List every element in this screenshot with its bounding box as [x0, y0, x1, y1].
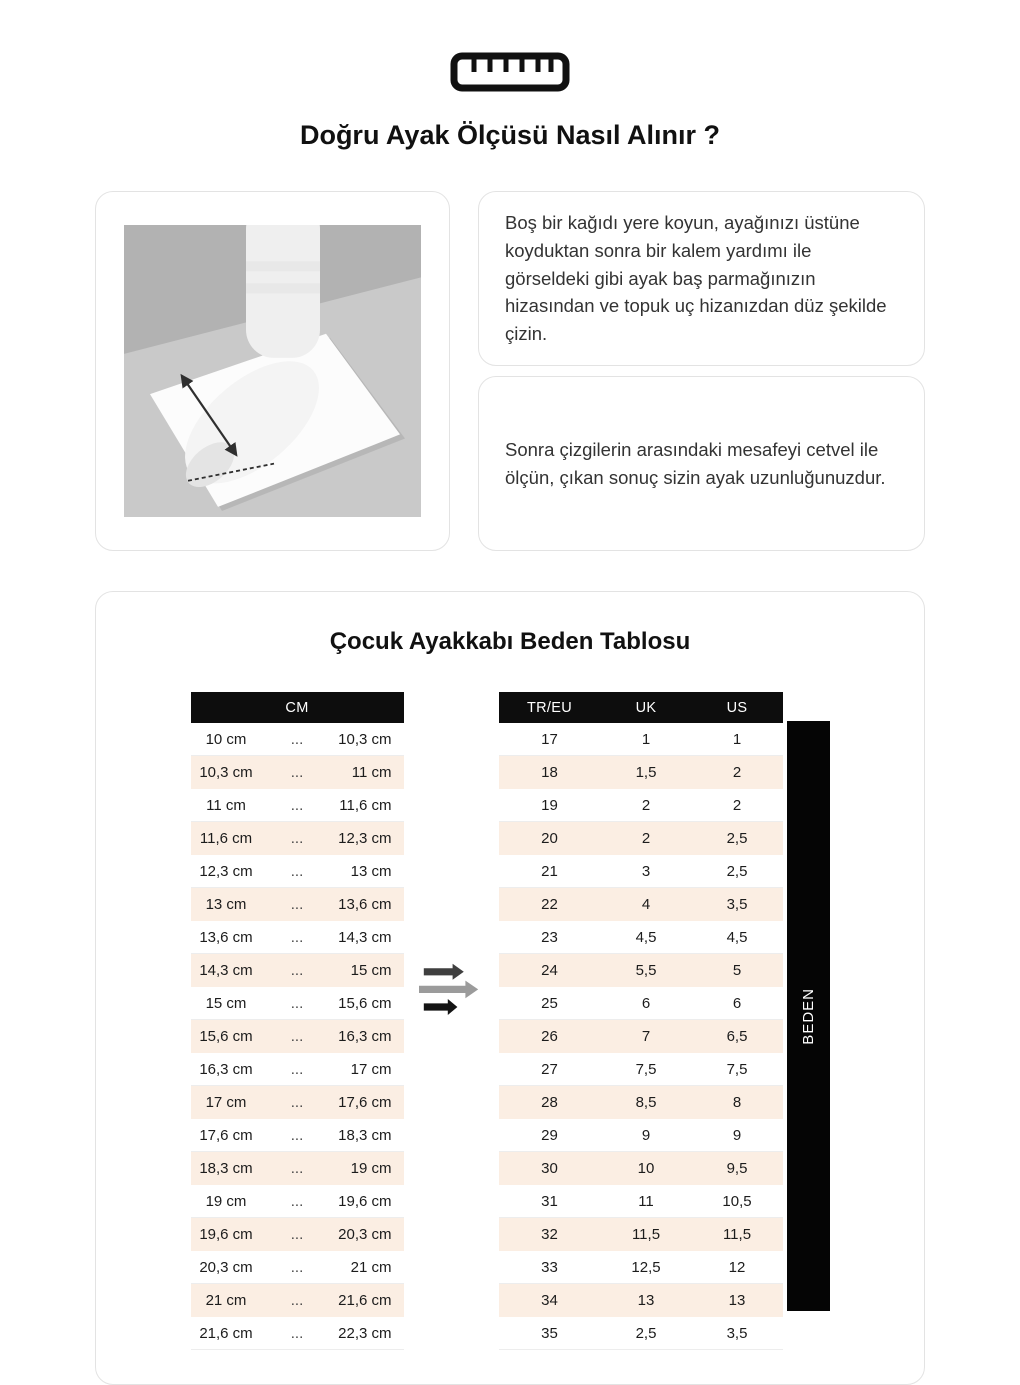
table-cell: ... [262, 1053, 333, 1086]
size-table-header-uk: UK [601, 692, 692, 723]
table-row [191, 1251, 404, 1284]
table-cell: 18,3 cm [333, 1119, 404, 1152]
table-cell: 19,6 cm [191, 1218, 262, 1251]
table-row [499, 954, 783, 987]
table-cell: ... [262, 822, 333, 855]
table-row [499, 1185, 783, 1218]
table-cell: 21,6 cm [333, 1284, 404, 1317]
table-row [191, 1185, 404, 1218]
table-row [191, 789, 404, 822]
table-cell: 12,5 [601, 1251, 692, 1284]
table-cell: 4 [601, 888, 692, 921]
table-cell: 17,6 cm [191, 1119, 262, 1152]
instruction-text-1: Boş bir kağıdı yere koyun, ayağınızı üstüne koyduktan sonra bir kalem yardımı ile görseldeki gibi ayak baş parmağınızın hizasından ve topuk uç hizanızdan düz şekilde çizin. [505, 212, 887, 345]
table-cell: 21 cm [333, 1251, 404, 1284]
table-cell: 2,5 [692, 822, 783, 855]
table-cell: 11 [601, 1185, 692, 1218]
table-row [499, 1284, 783, 1317]
table-cell: 15,6 cm [333, 987, 404, 1020]
table-cell: ... [262, 1020, 333, 1053]
cm-table [191, 692, 404, 1350]
table-row [191, 954, 404, 987]
table-cell: 4,5 [601, 921, 692, 954]
table-cell: 1 [692, 723, 783, 756]
table-cell: 15,6 cm [191, 1020, 262, 1053]
table-row [191, 921, 404, 954]
table-cell: 11,6 cm [333, 789, 404, 822]
table-cell: 13 [692, 1284, 783, 1317]
table-cell: 17,6 cm [333, 1086, 404, 1119]
table-cell: 31 [499, 1185, 601, 1218]
size-table-header-row [499, 692, 783, 723]
cm-table-header-row [191, 692, 404, 723]
table-cell: 10,5 [692, 1185, 783, 1218]
instruction-box-2 [478, 376, 925, 551]
instruction-text-2: Sonra çizgilerin arasındaki mesafeyi cetvel ile ölçün, çıkan sonuç sizin ayak uzunluğunuzdur. [505, 438, 886, 488]
table-cell: 17 cm [191, 1086, 262, 1119]
table-cell: 21,6 cm [191, 1317, 262, 1350]
table-cell: 11,5 [692, 1218, 783, 1251]
table-cell: 11 cm [191, 789, 262, 822]
table-cell: 10,3 cm [333, 723, 404, 756]
table-cell: 3,5 [692, 888, 783, 921]
table-cell: 13 [601, 1284, 692, 1317]
table-row [499, 888, 783, 921]
table-cell: 26 [499, 1020, 601, 1053]
table-cell: ... [262, 1218, 333, 1251]
foot-on-paper-illustration [124, 225, 421, 517]
table-cell: 5,5 [601, 954, 692, 987]
table-cell: 9,5 [692, 1152, 783, 1185]
table-cell: 7,5 [692, 1053, 783, 1086]
foot-measurement-photo [124, 225, 421, 517]
ruler-icon [450, 50, 570, 94]
table-cell: 19 cm [333, 1152, 404, 1185]
table-cell: 9 [601, 1119, 692, 1152]
table-cell: 10 [601, 1152, 692, 1185]
table-cell: ... [262, 1185, 333, 1218]
table-cell: 6,5 [692, 1020, 783, 1053]
header-icon-area [0, 0, 1020, 94]
table-cell: 13,6 cm [333, 888, 404, 921]
table-cell: ... [262, 1119, 333, 1152]
cm-table-header: CM [191, 692, 404, 723]
table-cell: 20,3 cm [191, 1251, 262, 1284]
table-cell: 13,6 cm [191, 921, 262, 954]
table-cell: 19,6 cm [333, 1185, 404, 1218]
page-title: Doğru Ayak Ölçüsü Nasıl Alınır ? [299, 120, 721, 150]
table-cell: 12 [692, 1251, 783, 1284]
photo-card [95, 191, 450, 551]
table-row [499, 987, 783, 1020]
table-cell: 2 [601, 789, 692, 822]
table-row [499, 921, 783, 954]
table-cell: 27 [499, 1053, 601, 1086]
table-cell: ... [262, 1317, 333, 1350]
size-table-header-tr-eu: TR/EU [499, 692, 601, 723]
table-cell: ... [262, 1284, 333, 1317]
beden-label: BEDEN [799, 987, 817, 1045]
table-cell: 32 [499, 1218, 601, 1251]
table-cell: 30 [499, 1152, 601, 1185]
table-row [499, 1053, 783, 1086]
table-cell: 2,5 [601, 1317, 692, 1350]
table-cell: 15 cm [191, 987, 262, 1020]
table-row [499, 822, 783, 855]
size-table-body [499, 723, 783, 1350]
table-cell: 29 [499, 1119, 601, 1152]
table-cell: ... [262, 756, 333, 789]
table-row [191, 1218, 404, 1251]
table-cell: 12,3 cm [333, 822, 404, 855]
table-row [499, 855, 783, 888]
table-row [191, 1053, 404, 1086]
table-cell: ... [262, 723, 333, 756]
table-cell: 8,5 [601, 1086, 692, 1119]
table-cell: 14,3 cm [191, 954, 262, 987]
table-row [191, 723, 404, 756]
table-row [191, 1317, 404, 1350]
table-row [191, 1086, 404, 1119]
table-cell: 10,3 cm [191, 756, 262, 789]
table-cell: ... [262, 1086, 333, 1119]
table-cell: 6 [692, 987, 783, 1020]
table-cell: 9 [692, 1119, 783, 1152]
table-cell: ... [262, 789, 333, 822]
table-cell: 25 [499, 987, 601, 1020]
table-cell: 35 [499, 1317, 601, 1350]
table-cell: 5 [692, 954, 783, 987]
table-cell: 6 [601, 987, 692, 1020]
table-cell: 34 [499, 1284, 601, 1317]
table-row [499, 723, 783, 756]
table-cell: 17 cm [333, 1053, 404, 1086]
table-cell: 11 cm [333, 756, 404, 789]
size-chart-body [96, 692, 924, 1350]
how-to-measure-section [95, 191, 925, 551]
table-cell: ... [262, 954, 333, 987]
table-row [191, 855, 404, 888]
size-chart-card [95, 591, 925, 1385]
table-cell: 18,3 cm [191, 1152, 262, 1185]
table-cell: 33 [499, 1251, 601, 1284]
table-cell: 12,3 cm [191, 855, 262, 888]
table-row [499, 756, 783, 789]
size-chart-title: Çocuk Ayakkabı Beden Tablosu [329, 628, 691, 655]
table-cell: 2 [692, 756, 783, 789]
table-cell: ... [262, 888, 333, 921]
table-cell: 22,3 cm [333, 1317, 404, 1350]
instruction-box-1 [478, 191, 925, 366]
table-row [499, 1317, 783, 1350]
table-cell: ... [262, 921, 333, 954]
table-cell: 11,6 cm [191, 822, 262, 855]
table-cell: 1,5 [601, 756, 692, 789]
table-cell: 18 [499, 756, 601, 789]
table-row [191, 756, 404, 789]
table-cell: 2 [601, 822, 692, 855]
table-cell: 2 [692, 789, 783, 822]
table-cell: 7 [601, 1020, 692, 1053]
table-row [499, 1020, 783, 1053]
table-row [499, 1152, 783, 1185]
table-row [499, 1119, 783, 1152]
table-cell: 3,5 [692, 1317, 783, 1350]
conversion-arrows-icon [404, 962, 499, 1020]
table-cell: 19 cm [191, 1185, 262, 1218]
table-cell: ... [262, 1152, 333, 1185]
table-row [191, 1284, 404, 1317]
table-cell: 7,5 [601, 1053, 692, 1086]
table-cell: ... [262, 1251, 333, 1284]
table-row [499, 1086, 783, 1119]
table-row [499, 1218, 783, 1251]
table-cell: 3 [601, 855, 692, 888]
table-cell: 13 cm [191, 888, 262, 921]
table-cell: 21 cm [191, 1284, 262, 1317]
table-row [191, 987, 404, 1020]
table-cell: 20 [499, 822, 601, 855]
table-cell: 20,3 cm [333, 1218, 404, 1251]
size-table-header-us: US [692, 692, 783, 723]
cm-table-body [191, 723, 404, 1350]
table-row [191, 822, 404, 855]
table-cell: 22 [499, 888, 601, 921]
table-row [191, 1020, 404, 1053]
table-cell: ... [262, 855, 333, 888]
table-cell: 24 [499, 954, 601, 987]
table-cell: 16,3 cm [333, 1020, 404, 1053]
table-cell: ... [262, 987, 333, 1020]
table-row [191, 888, 404, 921]
beden-sidebar [787, 721, 830, 1311]
table-cell: 14,3 cm [333, 921, 404, 954]
table-row [191, 1152, 404, 1185]
table-row [499, 789, 783, 822]
table-row [499, 1251, 783, 1284]
table-row [191, 1119, 404, 1152]
table-cell: 15 cm [333, 954, 404, 987]
table-cell: 4,5 [692, 921, 783, 954]
table-cell: 23 [499, 921, 601, 954]
table-cell: 19 [499, 789, 601, 822]
table-cell: 28 [499, 1086, 601, 1119]
table-cell: 2,5 [692, 855, 783, 888]
table-cell: 1 [601, 723, 692, 756]
table-cell: 13 cm [333, 855, 404, 888]
instructions-column [478, 191, 925, 551]
table-cell: 11,5 [601, 1218, 692, 1251]
table-cell: 21 [499, 855, 601, 888]
table-cell: 16,3 cm [191, 1053, 262, 1086]
size-conversion-table [499, 692, 783, 1350]
table-cell: 8 [692, 1086, 783, 1119]
table-cell: 10 cm [191, 723, 262, 756]
table-cell: 17 [499, 723, 601, 756]
